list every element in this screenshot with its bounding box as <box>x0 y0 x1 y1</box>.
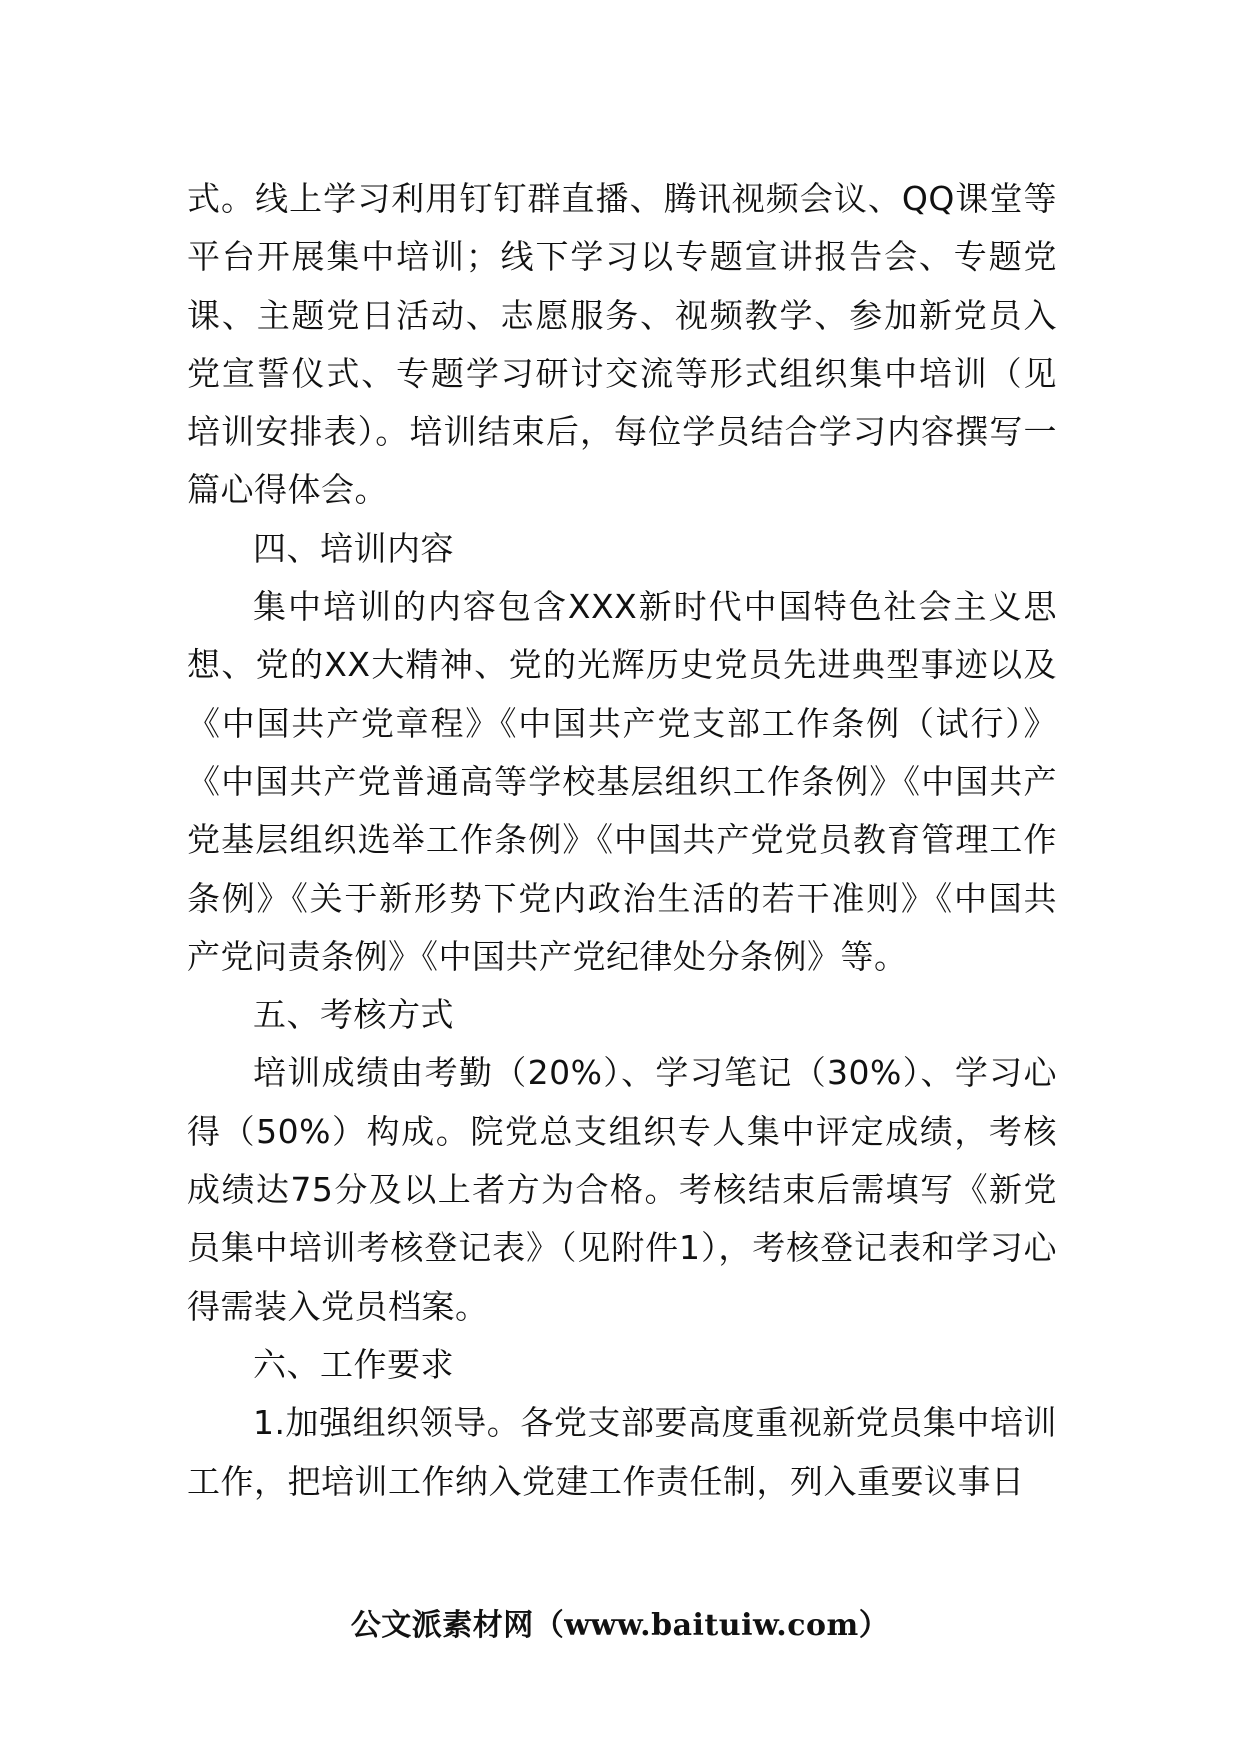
heading-assessment-method: 五、考核方式 <box>253 995 454 1035</box>
paragraph-training-format: 式。线上学习利用钉钉群直播、腾讯视频会议、QQ课堂等平台开展集中培训；线下学习以专题宣讲报告会、专题党课、主题党日活动、志愿服务、视频教学、参加新党员入党宣誓仪式、专题学习研讨交流等形式组织集中培训（见培训安排表）。培训结束后，每位学员结合学习内容撰写一篇心得体会。 <box>187 179 1057 510</box>
paragraph-assessment-method: 培训成绩由考勤（20%）、学习笔记（30%）、学习心得（50%）构成。院党总支组织专人集中评定成绩，考核成绩达75分及以上者方为合格。考核结束后需填写《新党员集中培训考核登记表》（见附件1），考核登记表和学习心得需装入党员档案。 <box>187 1053 1057 1326</box>
heading-work-requirements: 六、工作要求 <box>253 1344 454 1384</box>
footer-watermark: 公文派素材网（www.baituiw.com） <box>350 1608 890 1643</box>
paragraph-work-requirement-1: 1.加强组织领导。各党支部要高度重视新党员集中培训工作，把培训工作纳入党建工作责任制，列入重要议事日 <box>187 1403 1057 1501</box>
heading-training-content: 四、培训内容 <box>253 528 454 568</box>
paragraph-training-content: 集中培训的内容包含XXX新时代中国特色社会主义思想、党的XX大精神、党的光辉历史党员先进典型事迹以及《中国共产党章程》《中国共产党支部工作条例（试行）》《中国共产党普通高等学校基层组织工作条例》《中国共产党基层组织选举工作条例》《中国共产党党员教育管理工作条例》《关于新形势下党内政治生活的若干准则》《中国共产党问责条例》《中国共产党纪律处分条例》等。 <box>187 587 1057 976</box>
document-body <box>187 170 1057 1511</box>
